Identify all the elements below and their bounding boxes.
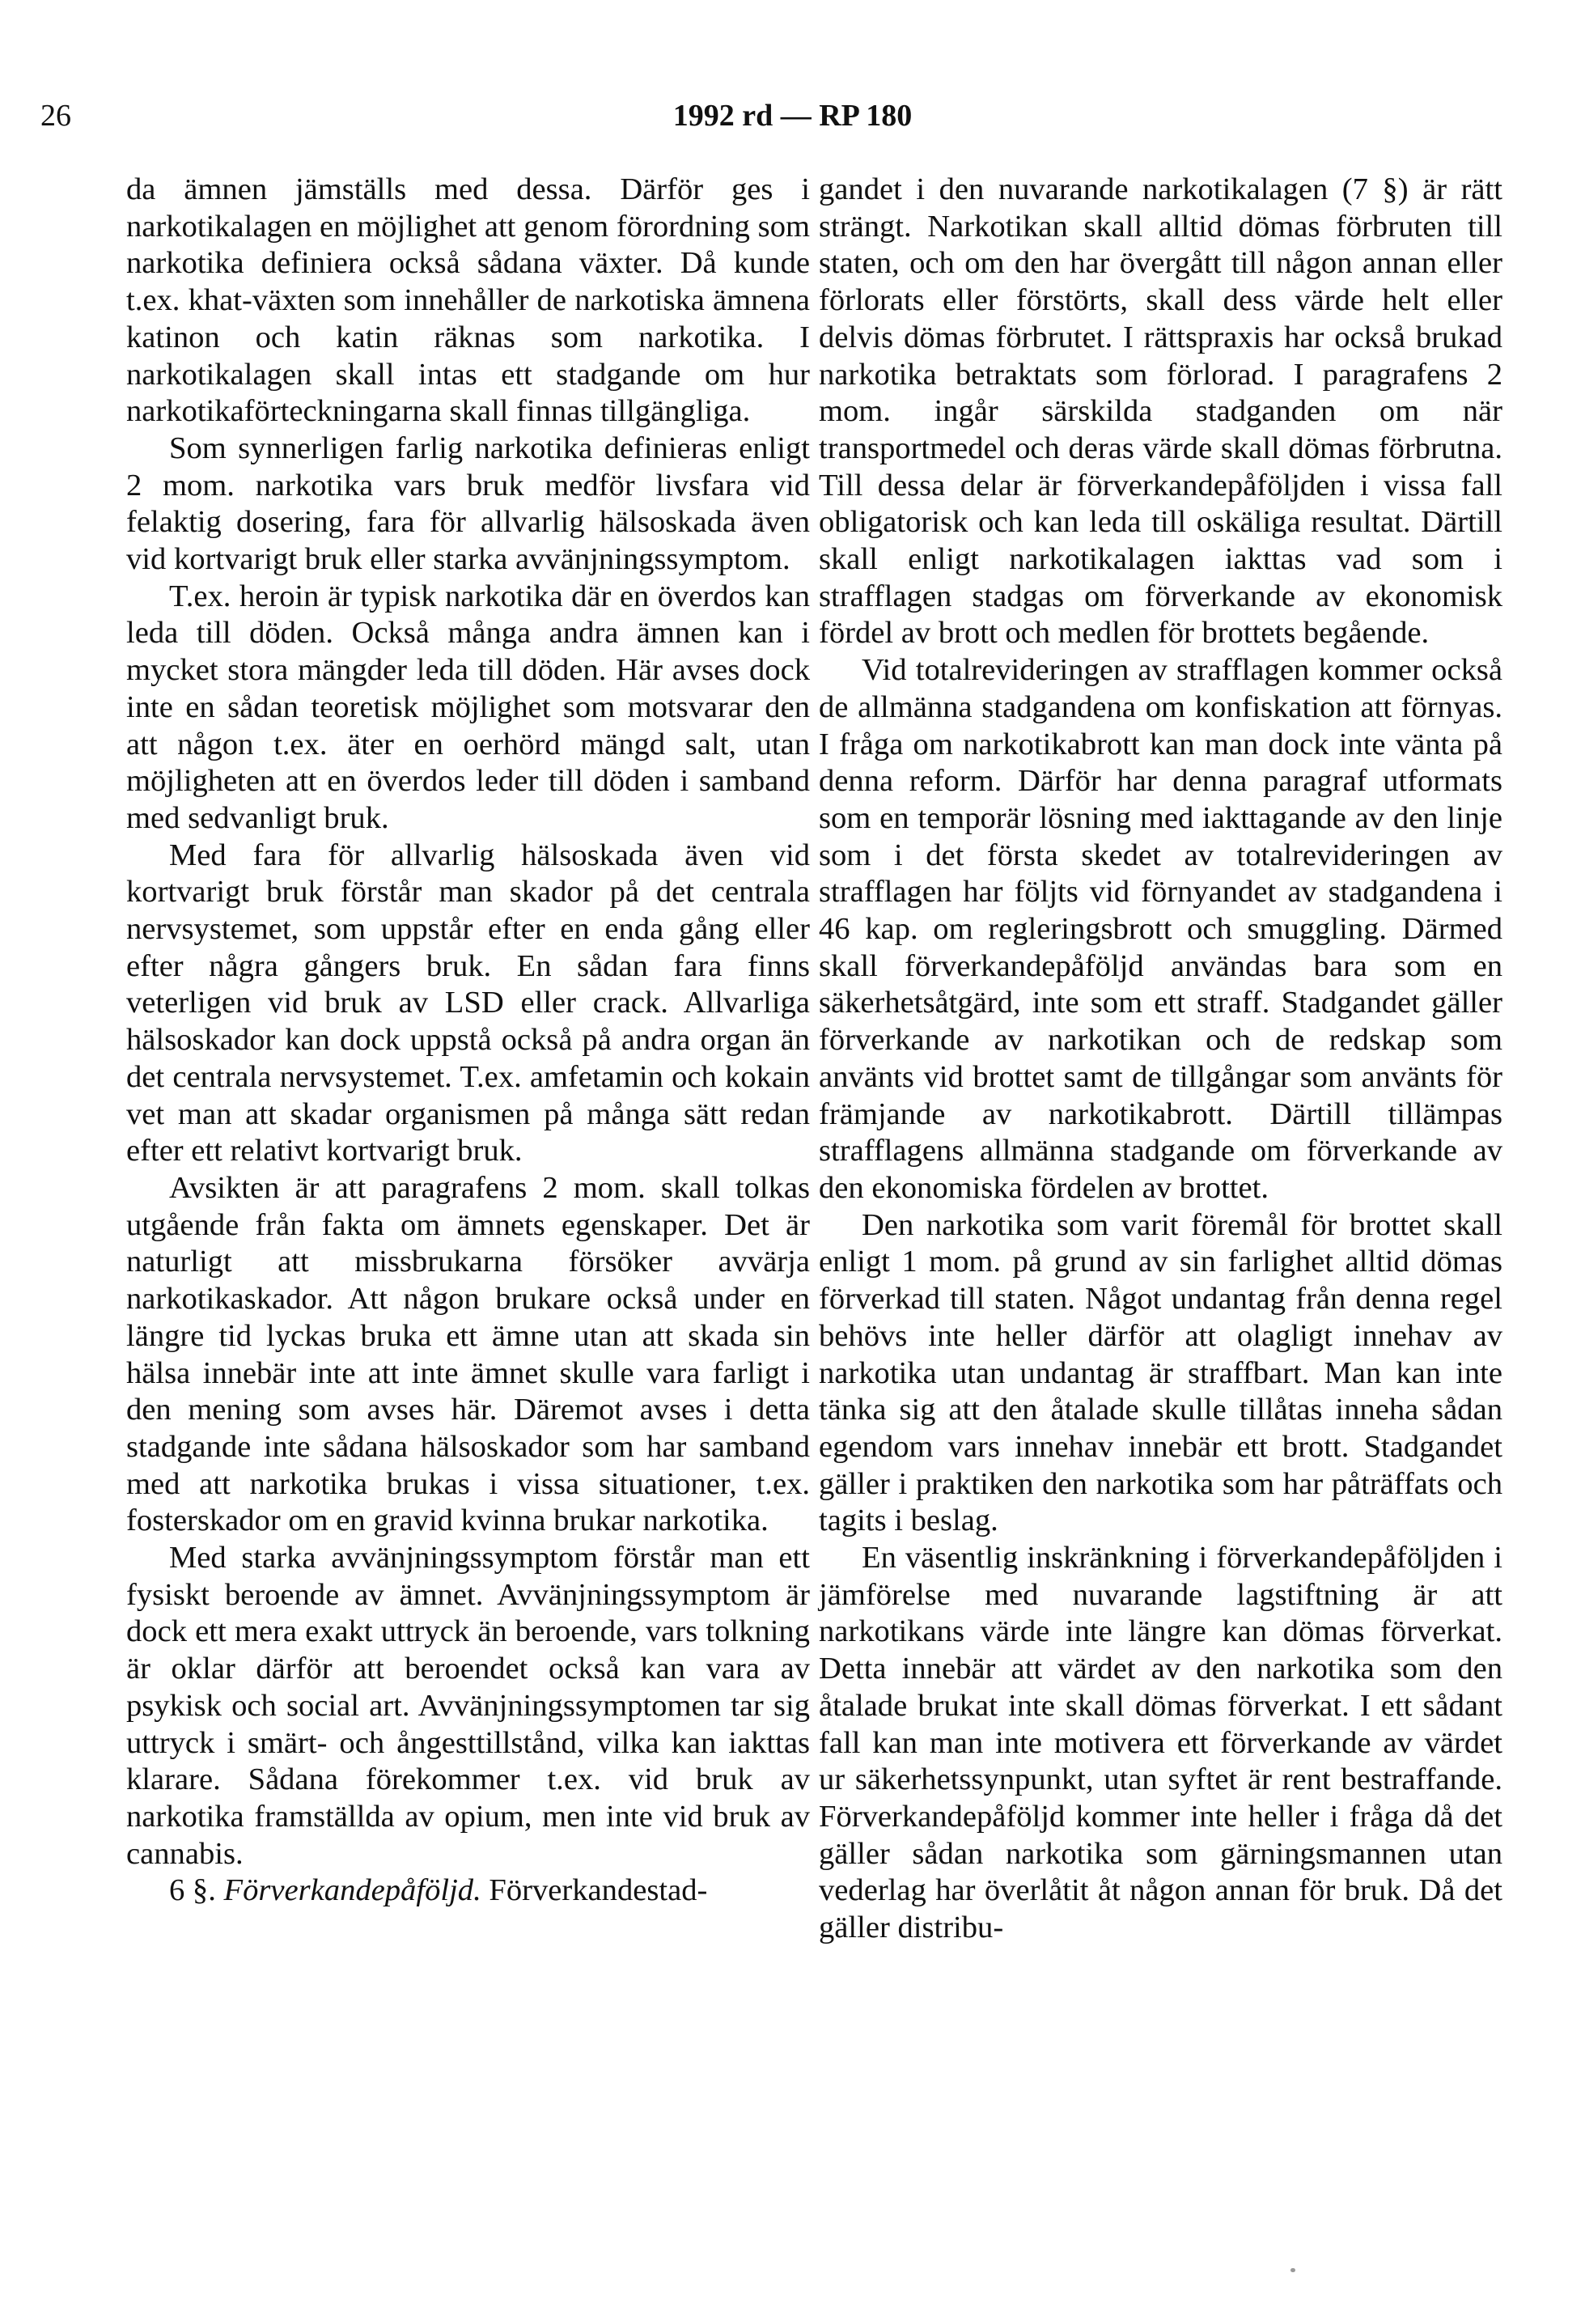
left-column <box>126 172 810 1910</box>
section-title: Förverkandepåföljd. <box>223 1873 481 1908</box>
paragraph: da ämnen jämställs med dessa. Därför ges i narkotikalagen en möjlighet att genom förordning som narkotika definiera också sådana växter. Då kunde t.ex. khat-växten som innehåller de narkotiska ämnena katinon och katin räknas som narkotika. I narkotikalagen skall intas ett stadgande om hur narkotikaförteckningarna skall finnas tillgängliga. <box>126 172 810 429</box>
paragraph: gandet i den nuvarande narkotikalagen (7 §) är rätt strängt. Narkotikan skall alltid dömas förbruten till staten, och om den har övergått till någon annan eller förlorats eller förstörts, skall dess värde helt eller delvis dömas förbrutet. I rättspraxis har också brukad narkotika betraktats som förlorad. I paragrafens 2 mom. ingår särskilda stadganden om när transportmedel och deras värde skall dömas förbrutna. Till dessa delar är förverkandepåföljden i vissa fall obligatorisk och kan leda till oskäliga resultat. Därtill skall enligt narkotikalagen iakttas vad som i strafflagen stadgas om förverkande av ekonomisk fördel av brott och medlen för brottets begående. <box>819 172 1502 651</box>
right-column <box>819 172 1502 1947</box>
paragraph: Vid totalrevideringen av strafflagen kommer också de allmänna stadgandena om konfiskation att förnyas. I fråga om narkotikabrott kan man dock inte vänta på denna reform. Därför har denna paragraf utformats som en temporär lösning med iakttagande av den linje som i det första skedet av totalrevideringen av strafflagen har följts vid förnyandet av stadgandena i 46 kap. om regleringsbrott och smuggling. Därmed skall förverkandepåföljd användas bara som en säkerhetsåtgärd, inte som ett straff. Stadgandet gäller förverkande av narkotikan och de redskap som använts vid brottet samt de tillgångar som använts för främjande av narkotikabrott. Därtill tillämpas strafflagens allmänna stadgande om förverkande av den ekonomiska fördelen av brottet. <box>819 653 1502 1205</box>
section-text: Förverkandestad- <box>489 1873 708 1908</box>
section-number: 6 §. <box>169 1873 216 1908</box>
page-header <box>0 95 1585 144</box>
scan-speck <box>1290 2268 1295 2272</box>
paragraph: Den narkotika som varit föremål för brottet skall enligt 1 mom. på grund av sin farlighet alltid dömas förverkad till staten. Något undantag från denna regel behövs inte heller därför att olagligt innehav av narkotika utan undantag är straffbart. Man kan inte tänka sig att den åtalade skulle tillåtas inneha sådan egendom vars innehav innebär ett brott. Stadgandet gäller i praktiken den narkotika som har påträffats och tagits i beslag. <box>819 1207 1502 1538</box>
running-title: 1992 rd — RP 180 <box>672 99 913 133</box>
section-6-paragraph <box>126 1872 810 1910</box>
paragraph: Som synnerligen farlig narkotika definieras enligt 2 mom. narkotika vars bruk medför livsfara vid felaktig dosering, fara för allvarlig hälsoskada även vid kortvarigt bruk eller starka avvänjningssymptom. <box>126 430 810 577</box>
page-number: 26 <box>40 99 71 133</box>
paragraph: Avsikten är att paragrafens 2 mom. skall tolkas utgående från fakta om ämnets egenskaper. Det är naturligt att missbrukarna försöker avvärja narkotikaskador. Att någon brukare också under en längre tid lyckas bruka ett ämne utan att skada sin hälsa innebär inte att inte ämnet skulle vara farligt i den mening som avses här. Däremot avses i detta stadgande inte sådana hälsoskador som har samband med att narkotika brukas i vissa situationer, t.ex. fosterskador om en gravid kvinna brukar narkotika. <box>126 1170 810 1538</box>
paragraph: Med fara för allvarlig hälsoskada även vid kortvarigt bruk förstår man skador på det centrala nervsystemet, som uppstår efter en enda gång eller efter några gångers bruk. En sådan fara finns veterligen vid bruk av LSD eller crack. Allvarliga hälsoskador kan dock uppstå också på andra organ än det centrala nervsystemet. T.ex. amfetamin och kokain vet man att skadar organismen på många sätt redan efter ett relativt kortvarigt bruk. <box>126 838 810 1168</box>
paragraph: Med starka avvänjningssymptom förstår man ett fysiskt beroende av ämnet. Avvänjningssymptom är dock ett mera exakt uttryck än beroende, vars tolkning är oklar därför att beroendet också kan vara av psykisk och social art. Avvänjningssymptomen tar sig uttryck i smärt- och ångesttillstånd, vilka kan iakttas klarare. Sådana förekommer t.ex. vid bruk av narkotika framställda av opium, men inte vid bruk av cannabis. <box>126 1541 810 1871</box>
paragraph: T.ex. heroin är typisk narkotika där en överdos kan leda till döden. Också många andra ämnen kan i mycket stora mängder leda till döden. Här avses dock inte en sådan teoretisk möjlighet som motsvarar den att någon t.ex. äter en oerhörd mängd salt, utan möjligheten att en överdos leder till döden i samband med sedvanligt bruk. <box>126 579 810 835</box>
paragraph: En väsentlig inskränkning i förverkandepåföljden i jämförelse med nuvarande lagstiftning är att narkotikans värde inte längre kan dömas förverkat. Detta innebär att värdet av den narkotika som den åtalade brukat inte skall dömas förverkat. I ett sådant fall kan man inte motivera ett förverkande av värdet ur säkerhetssynpunkt, utan syftet är rent bestraffande. Förverkandepåföljd kommer inte heller i fråga då det gäller sådan narkotika som gärningsmannen utan vederlag har överlåtit åt någon annan för bruk. Då det gäller distribu- <box>819 1541 1502 1945</box>
